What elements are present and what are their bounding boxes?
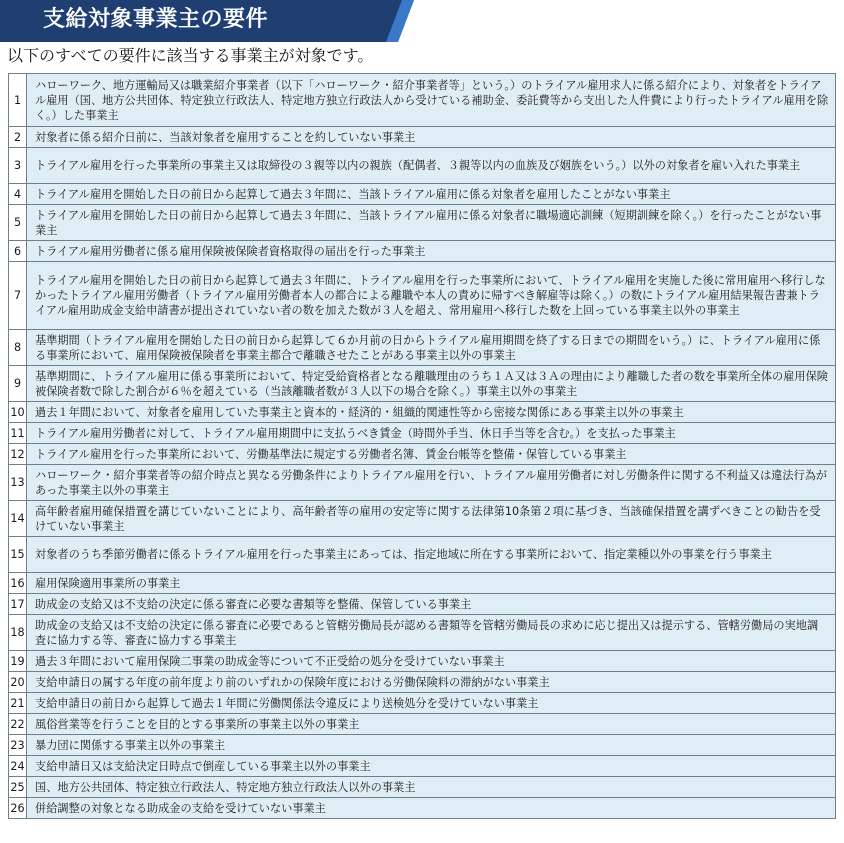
requirement-text: トライアル雇用を行った事業所において、労働基準法に規定する労働者名簿、賃金台帳等を整備・保管している事業主 — [27, 444, 836, 465]
row-number: 1 — [9, 74, 27, 127]
requirement-text: 暴力団に関係する事業主以外の事業主 — [27, 735, 836, 756]
row-number: 26 — [9, 798, 27, 819]
row-number: 18 — [9, 615, 27, 651]
requirement-text: 助成金の支給又は不支給の決定に係る審査に必要であると管轄労働局長が認める書類等を管轄労働局長の求めに応じ提出又は提示する、管轄労働局の実地調査に協力する等、審査に協力する事業主 — [27, 615, 836, 651]
requirement-text: 支給申請日の前日から起算して過去１年間に労働関係法令違反により送検処分を受けていない事業主 — [27, 693, 836, 714]
table-row — [9, 205, 836, 241]
table-row — [9, 735, 836, 756]
table-row — [9, 693, 836, 714]
requirement-text: 雇用保険適用事業所の事業主 — [27, 573, 836, 594]
row-number: 16 — [9, 573, 27, 594]
row-number: 23 — [9, 735, 27, 756]
table-row — [9, 148, 836, 184]
requirement-text: 国、地方公共団体、特定独立行政法人、特定地方独立行政法人以外の事業主 — [27, 777, 836, 798]
row-number: 14 — [9, 501, 27, 537]
table-row — [9, 756, 836, 777]
row-number: 22 — [9, 714, 27, 735]
requirement-text: 風俗営業等を行うことを目的とする事業所の事業主以外の事業主 — [27, 714, 836, 735]
requirement-text: 支給申請日又は支給決定日時点で倒産している事業主以外の事業主 — [27, 756, 836, 777]
table-row — [9, 501, 836, 537]
table-row — [9, 615, 836, 651]
table-row — [9, 537, 836, 573]
requirement-text: 対象者に係る紹介日前に、当該対象者を雇用することを約していない事業主 — [27, 127, 836, 148]
row-number: 15 — [9, 537, 27, 573]
requirements-table — [8, 73, 836, 819]
requirement-text: トライアル雇用を開始した日の前日から起算して過去３年間に、トライアル雇用を行った事業所において、トライアル雇用を実施した後に常用雇用へ移行しなかったトライアル雇用労働者（トライアル雇用労働者本人の都合による離職や本人の責めに帰すべき解雇等は除く。）の数にトライアル雇用結果報告書兼トライアル雇用助成金支給申請書が提出されていない者の数を加えた数が３人を超え、常用雇用へ移行した数を上回っている事業主以外の事業主 — [27, 262, 836, 330]
requirement-text: 過去１年間において、対象者を雇用していた事業主と資本的・経済的・組織的関連性等から密接な関係にある事業主以外の事業主 — [27, 402, 836, 423]
table-row — [9, 330, 836, 366]
table-row — [9, 465, 836, 501]
requirement-text: トライアル雇用労働者に対して、トライアル雇用期間中に支払うべき賃金（時間外手当、休日手当等を含む。）を支払った事業主 — [27, 423, 836, 444]
row-number: 25 — [9, 777, 27, 798]
requirement-text: 過去３年間において雇用保険二事業の助成金等について不正受給の処分を受けていない事業主 — [27, 651, 836, 672]
requirement-text: ハローワーク、地方運輸局又は職業紹介事業者（以下「ハローワーク・紹介事業者等」という。）のトライアル雇用求人に係る紹介により、対象者をトライアル雇用（国、地方公共団体、特定独立行政法人、特定地方独立行政法人から受けている補助金、委託費等から支出した人件費により行ったトライアル雇用を除く。）した事業主 — [27, 74, 836, 127]
row-number: 17 — [9, 594, 27, 615]
row-number: 11 — [9, 423, 27, 444]
row-number: 6 — [9, 241, 27, 262]
table-row — [9, 798, 836, 819]
row-number: 9 — [9, 366, 27, 402]
requirement-text: 支給申請日の属する年度の前年度より前のいずれかの保険年度における労働保険料の滞納がない事業主 — [27, 672, 836, 693]
subtitle: 以下のすべての要件に該当する事業主が対象です。 — [7, 46, 374, 65]
requirement-text: 基準期間（トライアル雇用を開始した日の前日から起算して６か月前の日からトライアル雇用期間を終了する日までの期間をいう。）に、トライアル雇用に係る事業所において、雇用保険被保険者を事業主都合で離職させたことがある事業主以外の事業主 — [27, 330, 836, 366]
table-row — [9, 777, 836, 798]
requirement-text: 基準期間に、トライアル雇用に係る事業所において、特定受給資格者となる離職理由のうち１Ａ又は３Ａの理由により離職した者の数を事業所全体の雇用保険被保険者数で除した割合が６％を超えている（当該離職者数が３人以下の場合を除く。）事業主以外の事業主 — [27, 366, 836, 402]
table-row — [9, 184, 836, 205]
requirement-text: 併給調整の対象となる助成金の支給を受けていない事業主 — [27, 798, 836, 819]
row-number: 5 — [9, 205, 27, 241]
table-row — [9, 402, 836, 423]
table-row — [9, 241, 836, 262]
table-row — [9, 714, 836, 735]
requirement-text: トライアル雇用を開始した日の前日から起算して過去３年間に、当該トライアル雇用に係る対象者に職場適応訓練（短期訓練を除く。）を行ったことがない事業主 — [27, 205, 836, 241]
table-row — [9, 74, 836, 127]
requirement-text: 助成金の支給又は不支給の決定に係る審査に必要な書類等を整備、保管している事業主 — [27, 594, 836, 615]
requirement-text: 高年齢者雇用確保措置を講じていないことにより、高年齢者等の雇用の安定等に関する法律第10条第２項に基づき、当該確保措置を講ずべきことの勧告を受けていない事業主 — [27, 501, 836, 537]
requirement-text: トライアル雇用を開始した日の前日から起算して過去３年間に、当該トライアル雇用に係る対象者を雇用したことがない事業主 — [27, 184, 836, 205]
row-number: 8 — [9, 330, 27, 366]
table-row — [9, 423, 836, 444]
row-number: 3 — [9, 148, 27, 184]
page-title: 支給対象事業主の要件 — [43, 7, 269, 32]
table-row — [9, 594, 836, 615]
row-number: 19 — [9, 651, 27, 672]
table-row — [9, 651, 836, 672]
requirement-text: ハローワーク・紹介事業者等の紹介時点と異なる労働条件によりトライアル雇用を行い、トライアル雇用労働者に対し労働条件に関する不利益又は違法行為があった事業主以外の事業主 — [27, 465, 836, 501]
row-number: 12 — [9, 444, 27, 465]
row-number: 13 — [9, 465, 27, 501]
table-row — [9, 262, 836, 330]
table-row — [9, 366, 836, 402]
title-banner — [0, 0, 414, 42]
row-number: 10 — [9, 402, 27, 423]
table-row — [9, 672, 836, 693]
row-number: 2 — [9, 127, 27, 148]
table-row — [9, 573, 836, 594]
table-row — [9, 444, 836, 465]
requirement-text: トライアル雇用労働者に係る雇用保険被保険者資格取得の届出を行った事業主 — [27, 241, 836, 262]
row-number: 4 — [9, 184, 27, 205]
requirement-text: 対象者のうち季節労働者に係るトライアル雇用を行った事業主にあっては、指定地域に所在する事業所において、指定業種以外の事業を行う事業主 — [27, 537, 836, 573]
requirement-text: トライアル雇用を行った事業所の事業主又は取締役の３親等以内の親族（配偶者、３親等以内の血族及び姻族をいう。）以外の対象者を雇い入れた事業主 — [27, 148, 836, 184]
row-number: 24 — [9, 756, 27, 777]
row-number: 21 — [9, 693, 27, 714]
row-number: 7 — [9, 262, 27, 330]
row-number: 20 — [9, 672, 27, 693]
table-row — [9, 127, 836, 148]
